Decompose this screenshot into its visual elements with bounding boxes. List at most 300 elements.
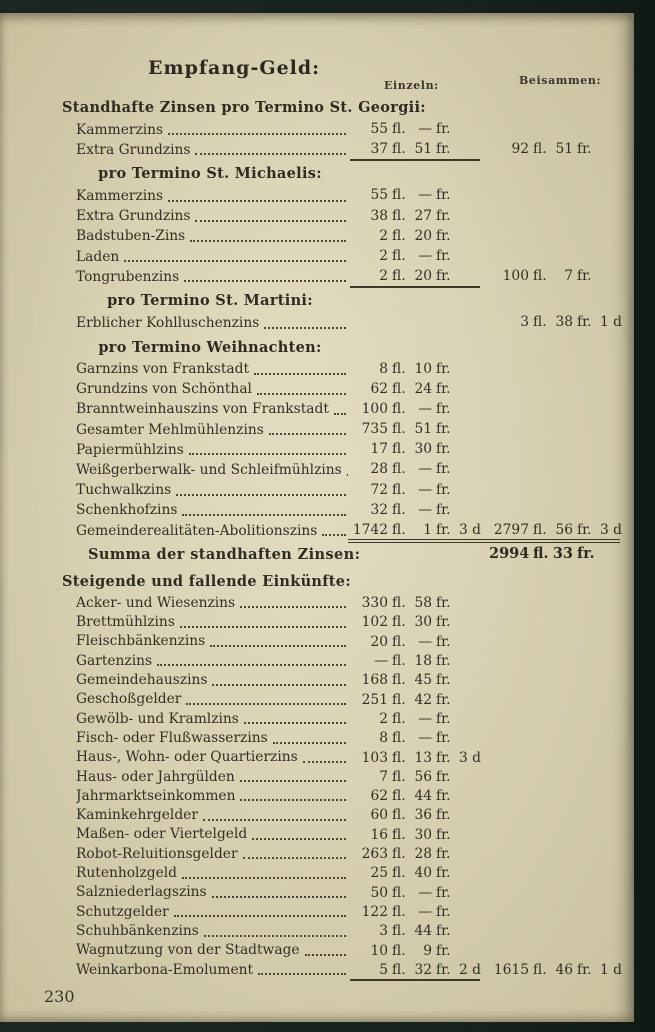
ledger-row	[0, 786, 634, 805]
dot-leader	[189, 453, 346, 455]
florin-value: 55	[370, 187, 388, 204]
row-label-line	[76, 805, 348, 824]
florin-value: 103	[361, 749, 388, 766]
einzeln-amount	[348, 360, 483, 379]
dot-leader	[240, 606, 346, 608]
row-label-line	[76, 728, 348, 747]
kreuzer-unit: fr.	[436, 961, 451, 978]
florin-value: 2	[379, 227, 388, 244]
einzeln-amount	[348, 400, 483, 419]
ledger-row	[0, 185, 634, 205]
kreuzer-unit: fr.	[436, 207, 451, 224]
kreuzer-unit: fr.	[436, 672, 451, 689]
denar-value: 1 d	[600, 961, 622, 978]
einzeln-amount	[348, 942, 483, 961]
einzeln-amount	[348, 884, 483, 903]
ledger-row	[0, 226, 634, 246]
kreuzer-unit: fr.	[436, 633, 451, 650]
ledger-row	[0, 767, 634, 786]
kreuzer-value: 42	[414, 691, 432, 708]
kreuzer-unit: fr.	[436, 846, 451, 863]
ledger-row	[0, 902, 634, 921]
row-label-line	[76, 266, 348, 286]
denar-value	[454, 140, 483, 159]
denar-value	[454, 380, 483, 399]
kreuzer-unit: fr.	[436, 187, 451, 204]
ledger-row	[0, 379, 634, 399]
row-label: Gartenzins	[76, 652, 153, 669]
einzeln-amount	[348, 140, 483, 159]
kreuzer-unit: fr.	[436, 730, 451, 747]
dot-leader	[257, 393, 346, 395]
row-label: Weinkarbona-Emolument	[76, 961, 254, 978]
row-label-line	[76, 500, 348, 520]
einzeln-amount	[348, 186, 483, 205]
florin-unit: fl.	[392, 865, 406, 882]
florin-unit: fl.	[392, 691, 406, 708]
row-label: Extra Grundzins	[76, 141, 191, 158]
florin-value: 55	[370, 121, 388, 137]
kreuzer-value: —	[418, 481, 432, 498]
column-header-einzeln: Einzeln:	[384, 79, 439, 92]
kreuzer-unit: fr.	[436, 595, 451, 612]
denar-value	[454, 633, 483, 652]
kreuzer-value: 10	[414, 360, 432, 377]
dot-leader	[212, 684, 346, 686]
denar-value	[454, 864, 483, 883]
florin-value: 3	[379, 923, 388, 940]
row-label-line	[76, 399, 348, 419]
ledger-row	[0, 593, 634, 612]
kreuzer-unit: fr.	[436, 710, 451, 727]
ledger-row	[0, 921, 634, 940]
kreuzer-value: 28	[414, 846, 432, 863]
row-label-line	[76, 359, 348, 379]
florin-value: —	[374, 653, 388, 670]
einzeln-amount	[348, 594, 483, 613]
dot-leader	[168, 200, 346, 202]
kreuzer-unit: fr.	[436, 903, 451, 920]
einzeln-amount	[348, 460, 483, 479]
einzeln-amount	[348, 481, 483, 500]
einzeln-amount	[348, 806, 483, 825]
florin-value: 168	[361, 672, 388, 689]
ledger-row	[0, 883, 634, 902]
page-number: 230	[44, 987, 75, 1006]
denar-value	[454, 845, 483, 864]
florin-unit: fl.	[392, 461, 406, 478]
kreuzer-value: —	[418, 187, 432, 204]
kreuzer-value: 20	[414, 268, 432, 285]
kreuzer-unit: fr.	[436, 380, 451, 397]
row-label: Maßen- oder Viertelgeld	[76, 826, 248, 843]
florin-value: 38	[370, 207, 388, 224]
florin-value: 17	[370, 441, 388, 458]
denar-value	[454, 768, 483, 787]
florin-unit: fl.	[392, 187, 406, 204]
kreuzer-unit: fr.	[436, 400, 451, 417]
row-label: Papiermühlzins	[76, 441, 184, 458]
row-label-line	[76, 902, 348, 921]
dot-leader	[269, 433, 346, 435]
row-label: Gesamter Mehlmühlenzins	[76, 421, 264, 438]
beisammen-amount	[489, 140, 624, 159]
dot-leader	[334, 413, 346, 415]
florin-unit: fl.	[533, 522, 547, 538]
denar-value	[454, 594, 483, 613]
row-label-line	[76, 786, 348, 805]
kreuzer-value: 56	[414, 768, 432, 785]
denar-value: 3 d	[600, 522, 622, 538]
kreuzer-unit: fr.	[577, 268, 592, 285]
row-label: Schutzgelder	[76, 903, 169, 920]
ledger-row	[0, 439, 634, 459]
florin-unit: fl.	[392, 141, 406, 158]
einzeln-amount	[348, 864, 483, 883]
kreuzer-value: 40	[414, 865, 432, 882]
row-label: Badstuben-Zins	[76, 228, 186, 245]
ledger-row	[0, 709, 634, 728]
einzeln-amount	[348, 501, 483, 520]
denar-value	[454, 942, 483, 961]
florin-value: 72	[370, 481, 388, 498]
ledger-row	[0, 480, 634, 500]
denar-value	[454, 460, 483, 479]
einzeln-amount	[348, 380, 483, 399]
kreuzer-unit: fr.	[436, 691, 451, 708]
einzeln-amount	[348, 961, 483, 980]
row-label: Extra Grundzins	[76, 208, 191, 225]
kreuzer-value: 46	[555, 961, 573, 978]
dot-leader	[264, 327, 346, 329]
denar-value	[595, 544, 624, 564]
dot-leader	[210, 645, 346, 647]
row-label-line	[76, 748, 348, 767]
row-label: Salzniederlagszins	[76, 884, 207, 901]
florin-unit: fl.	[392, 441, 406, 458]
kreuzer-value: 20	[414, 227, 432, 244]
dot-leader	[204, 935, 346, 937]
einzeln-amount	[348, 633, 483, 652]
denar-value	[454, 247, 483, 266]
beisammen-amount	[489, 961, 624, 980]
ledger-row	[0, 941, 634, 960]
kreuzer-value: 30	[414, 441, 432, 458]
dot-leader	[176, 494, 346, 496]
einzeln-amount	[348, 613, 483, 632]
ledger-row	[0, 399, 634, 419]
kreuzer-value: —	[418, 247, 432, 264]
kreuzer-value: 33	[552, 545, 573, 563]
florin-unit: fl.	[392, 247, 406, 264]
denar-value	[454, 360, 483, 379]
denar-value	[595, 140, 624, 159]
kreuzer-unit: fr.	[436, 501, 451, 518]
kreuzer-unit: fr.	[436, 121, 451, 137]
kreuzer-value: 1	[423, 522, 432, 538]
row-label-line	[76, 670, 348, 689]
kreuzer-value: 32	[414, 961, 432, 978]
beisammen-amount	[489, 267, 624, 286]
ledger-row	[0, 520, 634, 540]
florin-value: 92	[511, 141, 529, 158]
row-label-line	[76, 632, 348, 651]
dot-leader	[240, 799, 346, 801]
row-label: Weißgerberwalk- und Schleifmühlzins	[76, 462, 342, 478]
kreuzer-unit: fr.	[436, 942, 451, 959]
ledger-row	[0, 206, 634, 226]
florin-unit: fl.	[392, 421, 406, 438]
ledger-row	[0, 419, 634, 439]
ledger-row	[0, 805, 634, 824]
section-heading: pro Termino St. Michaelis:	[98, 165, 322, 183]
row-label: Haus-, Wohn- oder Quartierzins	[76, 749, 298, 766]
florin-unit: fl.	[392, 730, 406, 747]
kreuzer-unit: fr.	[436, 614, 451, 631]
denar-value	[454, 501, 483, 520]
florin-unit: fl.	[392, 768, 406, 785]
denar-value	[454, 400, 483, 419]
einzeln-amount	[348, 826, 483, 845]
florin-value: 102	[361, 614, 388, 631]
row-label-line	[76, 883, 348, 902]
florin-unit: fl.	[392, 481, 406, 498]
row-label: Rutenholzgeld	[76, 865, 177, 882]
row-label-line	[76, 419, 348, 439]
florin-unit: fl.	[392, 400, 406, 417]
row-label-line	[76, 439, 348, 459]
kreuzer-value: —	[418, 461, 432, 478]
kreuzer-value: —	[418, 730, 432, 747]
dot-leader	[190, 240, 346, 242]
row-label-line	[76, 246, 348, 266]
kreuzer-value: —	[418, 633, 432, 650]
column-header-beisammen: Beisammen:	[519, 74, 602, 87]
row-label: Garnzins von Frankstadt	[76, 361, 250, 378]
beisammen-amount	[489, 544, 624, 564]
denar-value: 3 d	[459, 749, 481, 766]
kreuzer-unit: fr.	[436, 768, 451, 785]
kreuzer-unit: fr.	[577, 522, 592, 538]
florin-value: 330	[361, 595, 388, 612]
ledger-row	[0, 266, 634, 286]
row-label: Gewölb- und Kramlzins	[76, 710, 239, 727]
florin-value: 50	[370, 884, 388, 901]
kreuzer-unit: fr.	[436, 421, 451, 438]
ledger-row	[0, 459, 634, 479]
row-label-line	[76, 119, 348, 139]
florin-unit: fl.	[392, 826, 406, 843]
einzeln-amount	[348, 729, 483, 748]
summa-row	[0, 543, 634, 567]
kreuzer-value: 36	[414, 807, 432, 824]
kreuzer-unit: fr.	[436, 141, 451, 158]
row-label: Erblicher Kohlluschenzins	[76, 314, 260, 331]
florin-value: 5	[379, 961, 388, 978]
florin-value: 25	[370, 865, 388, 882]
florin-value: 263	[361, 846, 388, 863]
florin-unit: fl.	[392, 501, 406, 518]
denar-value: 2 d	[459, 961, 481, 978]
florin-value: 8	[379, 730, 388, 747]
ledger-row	[0, 632, 634, 651]
florin-value: 32	[370, 501, 388, 518]
florin-value: 251	[361, 691, 388, 708]
florin-value: 1742	[352, 522, 388, 538]
row-label: Robot-Reluitionsgelder	[76, 845, 238, 862]
kreuzer-unit: fr.	[436, 923, 451, 940]
denar-value	[454, 207, 483, 226]
kreuzer-unit: fr.	[577, 314, 592, 331]
dot-leader	[203, 819, 346, 821]
florin-value: 7	[379, 768, 388, 785]
florin-unit: fl.	[392, 614, 406, 631]
denar-value	[454, 613, 483, 632]
ledger-row	[0, 690, 634, 709]
row-label: Grundzins von Schönthal	[76, 381, 252, 398]
florin-unit: fl.	[533, 314, 547, 331]
ledger-row	[0, 612, 634, 631]
einzeln-amount	[348, 845, 483, 864]
row-label-line	[76, 863, 348, 882]
kreuzer-unit: fr.	[436, 826, 451, 843]
kreuzer-unit: fr.	[436, 653, 451, 670]
florin-value: 2797	[493, 522, 529, 538]
kreuzer-unit: fr.	[436, 481, 451, 498]
row-label: Schenkhofzins	[76, 502, 178, 519]
kreuzer-value: 44	[414, 923, 432, 940]
row-label: Geschoßgelder	[76, 691, 182, 708]
ledger-row	[0, 844, 634, 863]
florin-value: 3	[520, 314, 529, 331]
kreuzer-unit: fr.	[577, 545, 595, 563]
kreuzer-value: 24	[414, 380, 432, 397]
dot-leader	[303, 761, 346, 763]
denar-value	[454, 729, 483, 748]
kreuzer-unit: fr.	[436, 749, 451, 766]
florin-value: 2	[379, 247, 388, 264]
kreuzer-value: 30	[414, 826, 432, 843]
denar-value	[454, 826, 483, 845]
florin-unit: fl.	[392, 710, 406, 727]
denar-value	[454, 420, 483, 439]
row-label-line	[76, 379, 348, 399]
kreuzer-unit: fr.	[436, 441, 451, 458]
kreuzer-unit: fr.	[577, 961, 592, 978]
row-label: Gemeindehauszins	[76, 672, 208, 689]
kreuzer-unit: fr.	[436, 360, 451, 377]
einzeln-amount	[348, 922, 483, 941]
row-label: Kammerzins	[76, 187, 164, 204]
denar-value: 3 d	[459, 522, 481, 538]
row-label: Acker- und Wiesenzins	[76, 594, 236, 611]
dot-leader	[182, 514, 346, 516]
ledger-row	[0, 748, 634, 767]
dot-leader	[212, 896, 346, 898]
row-label: Kammerzins	[76, 121, 164, 138]
section-heading: Standhafte Zinsen pro Termino St. Georgii:	[62, 99, 426, 116]
denar-value	[454, 922, 483, 941]
ledger-row	[0, 359, 634, 379]
dot-leader	[174, 915, 346, 917]
row-label-line	[76, 941, 348, 960]
florin-value: 1615	[493, 961, 529, 978]
row-label-line	[76, 139, 348, 159]
ledger-row	[0, 139, 634, 159]
florin-value: 2	[379, 710, 388, 727]
florin-unit: fl.	[533, 545, 549, 563]
denar-value	[454, 227, 483, 246]
florin-unit: fl.	[392, 653, 406, 670]
denar-value	[454, 267, 483, 286]
denar-value	[454, 652, 483, 671]
ledger-row	[0, 119, 634, 139]
florin-unit: fl.	[392, 942, 406, 959]
kreuzer-value: 30	[414, 614, 432, 631]
kreuzer-unit: fr.	[436, 807, 451, 824]
row-label-line	[76, 612, 348, 631]
row-label-line	[76, 480, 348, 500]
dot-leader	[186, 703, 346, 705]
florin-unit: fl.	[392, 923, 406, 940]
row-label-line	[76, 767, 348, 786]
row-label: Fisch- oder Flußwasserzins	[76, 729, 268, 746]
page-title: Empfang-Geld:	[148, 57, 321, 79]
kreuzer-value: 13	[414, 749, 432, 766]
row-label-line	[76, 312, 348, 332]
kreuzer-unit: fr.	[436, 788, 451, 805]
dot-leader	[273, 742, 346, 744]
einzeln-amount	[348, 247, 483, 266]
kreuzer-value: —	[418, 400, 432, 417]
kreuzer-unit: fr.	[436, 522, 451, 538]
florin-value: 8	[379, 360, 388, 377]
einzeln-amount	[348, 120, 483, 139]
florin-value: 62	[370, 788, 388, 805]
florin-unit: fl.	[392, 807, 406, 824]
row-label-line	[76, 844, 348, 863]
row-label: Haus- oder Jahrgülden	[76, 768, 235, 785]
ledger-row	[0, 500, 634, 520]
dot-leader	[243, 857, 346, 859]
ledger-row	[0, 825, 634, 844]
dot-leader	[322, 534, 346, 536]
section-heading: Steigende und fallende Einkünfte:	[62, 573, 351, 591]
row-label-line	[76, 825, 348, 844]
kreuzer-unit: fr.	[436, 268, 451, 285]
einzeln-amount	[348, 652, 483, 671]
dot-leader	[157, 664, 346, 666]
florin-unit: fl.	[392, 121, 406, 137]
kreuzer-value: 44	[414, 788, 432, 805]
dot-leader	[195, 153, 346, 155]
einzeln-amount	[348, 691, 483, 710]
florin-value: 60	[370, 807, 388, 824]
florin-value: 37	[370, 141, 388, 158]
denar-value	[454, 186, 483, 205]
kreuzer-value: —	[418, 903, 432, 920]
florin-unit: fl.	[392, 522, 406, 538]
florin-unit: fl.	[392, 207, 406, 224]
florin-unit: fl.	[392, 380, 406, 397]
kreuzer-unit: fr.	[436, 247, 451, 264]
florin-value: 2994	[489, 545, 530, 563]
beisammen-amount	[489, 313, 624, 332]
row-label: Tuchwalkzins	[76, 482, 172, 499]
einzeln-amount	[348, 227, 483, 246]
row-label: Fleischbänkenzins	[76, 633, 206, 650]
row-label-line	[76, 593, 348, 612]
